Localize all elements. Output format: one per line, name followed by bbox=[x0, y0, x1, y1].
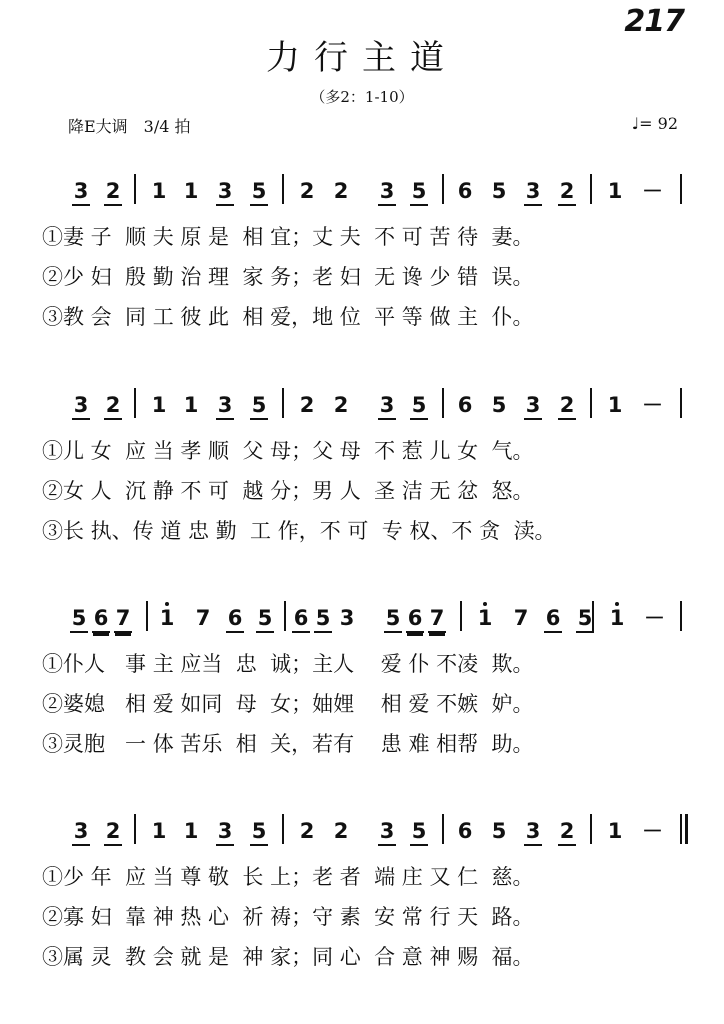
note-1: 1 bbox=[607, 393, 623, 417]
barline bbox=[590, 174, 592, 204]
barline bbox=[442, 388, 444, 418]
note-3: 3 bbox=[216, 816, 234, 846]
note-5: 5 bbox=[491, 179, 507, 203]
barline bbox=[442, 174, 444, 204]
note-5: 5 bbox=[491, 819, 507, 843]
hold-dash: － bbox=[642, 179, 663, 203]
note-1: 1 bbox=[183, 393, 199, 417]
lyric-line-3: ③教 会 同 工 彼 此 相 爱，地 位 平 等 做 主 仆。 bbox=[42, 305, 534, 329]
note-2: 2 bbox=[299, 819, 315, 843]
note-3: 3 bbox=[524, 390, 542, 420]
lyric-line-1: ①仆人 事 主 应当 忠 诚；主人 爱 仆 不凌 欺。 bbox=[42, 652, 534, 676]
note-i: 1 bbox=[158, 603, 176, 633]
barline bbox=[282, 174, 284, 204]
lyric-line-1: ①妻 子 顺 夫 原 是 相 宜；丈 夫 不 可 苦 待 妻。 bbox=[42, 225, 534, 249]
note-2: 2 bbox=[558, 390, 576, 420]
note-5: 5 bbox=[491, 393, 507, 417]
barline bbox=[680, 174, 682, 204]
note-5: 5 bbox=[250, 816, 268, 846]
note-3: 3 bbox=[72, 176, 90, 206]
note-1: 1 bbox=[151, 179, 167, 203]
note-5: 5 bbox=[256, 603, 274, 633]
note-2: 2 bbox=[333, 819, 349, 843]
barline bbox=[680, 601, 682, 631]
note-2: 2 bbox=[333, 179, 349, 203]
note-2: 2 bbox=[333, 393, 349, 417]
lyric-line-3: ③属 灵 教 会 就 是 神 家；同 心 合 意 神 赐 福。 bbox=[42, 945, 534, 969]
barline bbox=[284, 601, 286, 631]
note-2: 2 bbox=[104, 176, 122, 206]
score-section-2 bbox=[0, 386, 724, 586]
note-6: 6 bbox=[406, 603, 424, 633]
note-5: 5 bbox=[384, 603, 402, 633]
note-2: 2 bbox=[104, 816, 122, 846]
note-3: 3 bbox=[378, 176, 396, 206]
lyric-line-3: ③灵胞 一 体 苦乐 相 关，若有 患 难 相帮 助。 bbox=[42, 732, 534, 756]
barline bbox=[134, 174, 136, 204]
barline bbox=[590, 814, 592, 844]
barline bbox=[282, 388, 284, 418]
score-section-4 bbox=[0, 812, 724, 1012]
lyric-line-2: ②少 妇 殷 勤 治 理 家 务；老 妇 无 谗 少 错 误。 bbox=[42, 265, 534, 289]
tempo-marking: ♩= 92 bbox=[631, 114, 678, 133]
note-5: 5 bbox=[314, 603, 332, 633]
hold-dash: － bbox=[644, 606, 665, 630]
score-section-1 bbox=[0, 172, 724, 372]
lyric-line-2: ②女 人 沉 静 不 可 越 分；男 人 圣 洁 无 忿 怒。 bbox=[42, 479, 534, 503]
key-signature: 降E大调 3/4 拍 bbox=[68, 117, 191, 136]
barline bbox=[680, 814, 682, 844]
note-2: 2 bbox=[558, 176, 576, 206]
octave-dot-icon bbox=[615, 602, 619, 606]
barline bbox=[146, 601, 148, 631]
note-6: 6 bbox=[457, 819, 473, 843]
note-7: 7 bbox=[114, 603, 132, 633]
note-1: 1 bbox=[151, 819, 167, 843]
barline bbox=[460, 601, 462, 631]
note-2: 2 bbox=[104, 390, 122, 420]
note-5: 5 bbox=[410, 390, 428, 420]
note-3: 3 bbox=[72, 390, 90, 420]
scripture-reference: （多2：1-10） bbox=[310, 88, 414, 106]
hold-dash: － bbox=[642, 819, 663, 843]
note-5: 5 bbox=[250, 176, 268, 206]
note-6: 6 bbox=[457, 393, 473, 417]
barline bbox=[592, 601, 594, 631]
note-6: 6 bbox=[226, 603, 244, 633]
note-1: 1 bbox=[607, 819, 623, 843]
note-7: 7 bbox=[428, 603, 446, 633]
note-1: 1 bbox=[183, 819, 199, 843]
barline bbox=[282, 814, 284, 844]
page-number: 217 bbox=[624, 4, 684, 39]
note-1: 1 bbox=[607, 179, 623, 203]
note-5: 5 bbox=[410, 176, 428, 206]
note-2: 2 bbox=[299, 393, 315, 417]
note-3: 3 bbox=[524, 816, 542, 846]
note-1: 1 bbox=[151, 393, 167, 417]
octave-dot-icon bbox=[165, 602, 169, 606]
note-i: 1 bbox=[476, 603, 494, 633]
notation-staff bbox=[0, 599, 724, 643]
note-3: 3 bbox=[216, 390, 234, 420]
note-2: 2 bbox=[299, 179, 315, 203]
note-7: 7 bbox=[195, 606, 211, 630]
lyric-line-1: ①儿 女 应 当 孝 顺 父 母；父 母 不 惹 儿 女 气。 bbox=[42, 439, 534, 463]
octave-dot-icon bbox=[483, 602, 487, 606]
note-3: 3 bbox=[339, 606, 355, 630]
note-5: 5 bbox=[250, 390, 268, 420]
barline bbox=[134, 814, 136, 844]
lyric-line-3: ③长 执、传 道 忠 勤 工 作，不 可 专 权、不 贪 渎。 bbox=[42, 519, 556, 543]
notation-staff bbox=[0, 386, 724, 430]
lyric-line-2: ②婆媳 相 爱 如同 母 女；妯娌 相 爱 不嫉 妒。 bbox=[42, 692, 534, 716]
lyric-line-1: ①少 年 应 当 尊 敬 长 上；老 者 端 庄 又 仁 慈。 bbox=[42, 865, 534, 889]
note-5: 5 bbox=[576, 603, 594, 633]
barline bbox=[680, 388, 682, 418]
barline bbox=[134, 388, 136, 418]
note-5: 5 bbox=[70, 603, 88, 633]
note-2: 2 bbox=[558, 816, 576, 846]
score-section-3 bbox=[0, 599, 724, 799]
note-3: 3 bbox=[524, 176, 542, 206]
note-7: 7 bbox=[513, 606, 529, 630]
note-3: 3 bbox=[72, 816, 90, 846]
note-3: 3 bbox=[378, 390, 396, 420]
hold-dash: － bbox=[642, 393, 663, 417]
note-6: 6 bbox=[544, 603, 562, 633]
note-3: 3 bbox=[378, 816, 396, 846]
note-6: 6 bbox=[457, 179, 473, 203]
note-5: 5 bbox=[410, 816, 428, 846]
barline bbox=[590, 388, 592, 418]
barline bbox=[442, 814, 444, 844]
lyric-line-2: ②寡 妇 靠 神 热 心 祈 祷；守 素 安 常 行 天 路。 bbox=[42, 905, 534, 929]
note-3: 3 bbox=[216, 176, 234, 206]
note-6: 6 bbox=[292, 603, 310, 633]
notation-staff bbox=[0, 812, 724, 856]
final-barline bbox=[685, 814, 688, 844]
note-i: 1 bbox=[608, 603, 626, 633]
notation-staff bbox=[0, 172, 724, 216]
note-6: 6 bbox=[92, 603, 110, 633]
hymn-title: 力行主道 bbox=[266, 38, 458, 78]
note-1: 1 bbox=[183, 179, 199, 203]
